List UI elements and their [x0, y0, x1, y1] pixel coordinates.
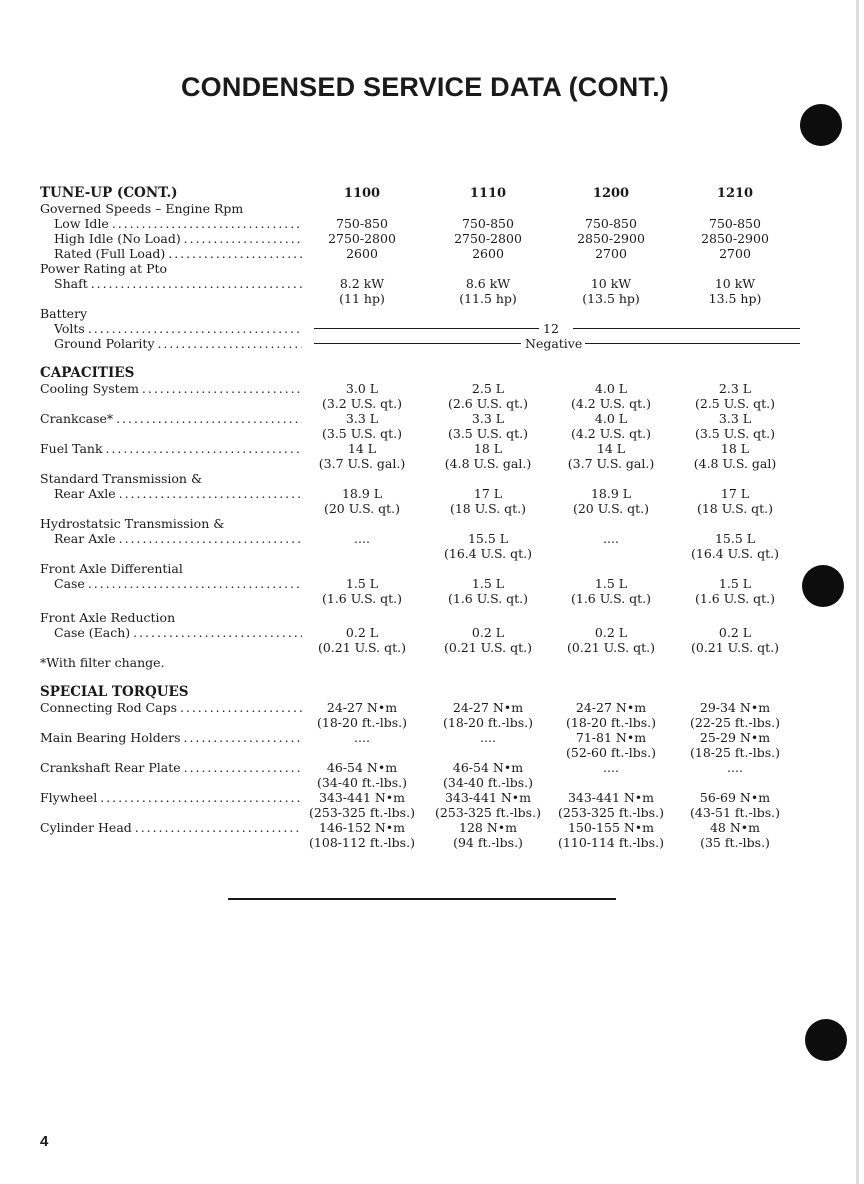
row-cylinder-head-value: 146-152 N•m [318, 820, 406, 835]
row-hydrostatic-transmission-us-value: (16.4 U.S. qt.) [691, 546, 779, 561]
row-volts-value: 12 [543, 321, 559, 336]
row-crankcase-us-value: (4.2 U.S. qt.) [570, 426, 652, 441]
row-crankcase-value: 3.3 L [718, 411, 752, 426]
row-cylinder-head-ft-value: (110-114 ft.-lbs.) [558, 835, 664, 850]
row-crankcase-value: 4.0 L [594, 411, 628, 426]
row-shaft [0, 276, 860, 291]
binder-hole-top [800, 104, 842, 146]
section-tuneup [0, 186, 860, 201]
column-header-model: 1100 [343, 186, 381, 201]
row-standard-transmission-us-value: (20 U.S. qt.) [323, 501, 401, 516]
row-shaft-value: 10 kW [590, 276, 632, 291]
row-front-axle-differential-us [0, 591, 860, 606]
row-hydrostatic-transmission-us [0, 546, 860, 561]
row-crankshaft-rear-plate-ft [0, 775, 860, 790]
row-cooling-system-us-value: (3.2 U.S. qt.) [321, 396, 403, 411]
footnote-filter-change-label: *With filter change. [40, 655, 165, 670]
row-low-idle-value: 750-850 [462, 216, 514, 231]
row-shaft-hp-value: 13.5 hp) [708, 291, 762, 306]
row-flywheel-label: Flywheel . . . [40, 790, 302, 805]
row-cylinder-head-ft-value: (108-112 ft.-lbs.) [309, 835, 415, 850]
row-cylinder-head-label: Cylinder Head . . . [40, 820, 302, 835]
row-high-idle-value: 2850-2900 [701, 231, 769, 246]
row-rated [0, 246, 860, 261]
section-capacities [0, 366, 860, 381]
row-fuel-tank-label: Fuel Tank . . . [40, 441, 302, 456]
label-hydrostatic-transmission [0, 516, 860, 531]
section-special-torques [0, 685, 860, 700]
row-flywheel-value: 56-69 N•m [699, 790, 771, 805]
section-end-rule [228, 898, 616, 900]
span-rule-right [585, 343, 800, 344]
row-connecting-rod-caps-ft [0, 715, 860, 730]
row-flywheel [0, 790, 860, 805]
row-cooling-system-us [0, 396, 860, 411]
row-standard-transmission-value: 17 L [720, 486, 750, 501]
row-shaft-hp-value: (11 hp) [339, 291, 385, 306]
row-high-idle-value: 2750-2800 [454, 231, 522, 246]
row-standard-transmission-us [0, 501, 860, 516]
row-front-axle-differential-value: 1.5 L [345, 576, 379, 591]
row-front-axle-differential-value: 1.5 L [718, 576, 752, 591]
span-rule-left [314, 328, 539, 329]
row-ground-polarity-label: Ground Polarity . . . [54, 336, 302, 351]
label-power-rating-label: Power Rating at Pto [40, 261, 168, 276]
label-front-axle-differential-label: Front Axle Differential [40, 561, 183, 576]
row-cooling-system-value: 4.0 L [594, 381, 628, 396]
row-front-axle-differential-value: 1.5 L [594, 576, 628, 591]
row-fuel-tank-value: 14 L [596, 441, 626, 456]
row-low-idle-label: Low Idle . . . [54, 216, 302, 231]
row-rated-value: 2700 [595, 246, 627, 261]
section-special-torques-label: SPECIAL TORQUES [40, 685, 189, 700]
label-battery-label: Battery [40, 306, 88, 321]
row-main-bearing-holders-value: 71-81 N•m [575, 730, 647, 745]
row-volts [0, 321, 860, 336]
row-cylinder-head-value: 128 N•m [459, 820, 517, 835]
row-cylinder-head [0, 820, 860, 835]
footnote-filter-change [0, 655, 860, 670]
row-flywheel-ft [0, 805, 860, 820]
row-connecting-rod-caps-value: 24-27 N•m [575, 700, 647, 715]
row-flywheel-ft-value: (43-51 ft.-lbs.) [690, 805, 780, 820]
column-header-model: 1110 [469, 186, 507, 201]
row-cylinder-head-value: 48 N•m [709, 820, 761, 835]
row-front-axle-reduction-us-value: (0.21 U.S. qt.) [691, 640, 779, 655]
row-main-bearing-holders-ft-value: (52-60 ft.-lbs.) [566, 745, 656, 760]
row-standard-transmission-value: 18.9 L [590, 486, 632, 501]
row-front-axle-reduction-value: 0.2 L [471, 625, 505, 640]
row-connecting-rod-caps [0, 700, 860, 715]
row-front-axle-reduction-value: 0.2 L [345, 625, 379, 640]
row-front-axle-reduction-value: 0.2 L [718, 625, 752, 640]
row-front-axle-differential-label: Case . . . [54, 576, 302, 591]
row-crankcase-us-value: (3.5 U.S. qt.) [694, 426, 776, 441]
page-number: 4 [40, 1133, 49, 1150]
row-flywheel-value: 343-441 N•m [444, 790, 532, 805]
row-flywheel-ft-value: (253-325 ft.-lbs.) [558, 805, 664, 820]
row-front-axle-differential [0, 576, 860, 591]
row-front-axle-differential-us-value: (1.6 U.S. qt.) [321, 591, 403, 606]
label-governed-speeds-label: Governed Speeds – Engine Rpm [40, 201, 244, 216]
label-battery [0, 306, 860, 321]
row-hydrostatic-transmission-us-value: (16.4 U.S. qt.) [444, 546, 532, 561]
row-flywheel-value: 343-441 N•m [318, 790, 406, 805]
row-front-axle-reduction-us [0, 640, 860, 655]
row-crankshaft-rear-plate-value: .... [603, 760, 619, 775]
row-main-bearing-holders-value: 25-29 N•m [699, 730, 771, 745]
row-main-bearing-holders-label: Main Bearing Holders . . . [40, 730, 302, 745]
row-standard-transmission-value: 17 L [473, 486, 503, 501]
binder-hole-bottom [805, 1019, 847, 1061]
row-cylinder-head-ft-value: (94 ft.-lbs.) [453, 835, 523, 850]
row-ground-polarity [0, 336, 860, 351]
row-high-idle-value: 2750-2800 [328, 231, 396, 246]
row-cooling-system-value: 3.0 L [345, 381, 379, 396]
row-front-axle-reduction [0, 625, 860, 640]
row-connecting-rod-caps-ft-value: (22-25 ft.-lbs.) [690, 715, 780, 730]
row-shaft-value: 8.2 kW [339, 276, 385, 291]
section-tuneup-label: TUNE-UP (CONT.) [40, 186, 178, 201]
row-cylinder-head-value: 150-155 N•m [567, 820, 655, 835]
row-front-axle-reduction-us-value: (0.21 U.S. qt.) [567, 640, 655, 655]
row-fuel-tank-value: 14 L [347, 441, 377, 456]
row-fuel-tank-us-value: (3.7 U.S. gal.) [318, 456, 406, 471]
row-rated-value: 2600 [472, 246, 504, 261]
row-low-idle-value: 750-850 [709, 216, 761, 231]
row-shaft-hp [0, 291, 860, 306]
row-crankshaft-rear-plate-label: Crankshaft Rear Plate . . . [40, 760, 302, 775]
row-cylinder-head-ft-value: (35 ft.-lbs.) [700, 835, 770, 850]
row-main-bearing-holders-ft-value: (18-25 ft.-lbs.) [690, 745, 780, 760]
row-volts-label: Volts . . . [54, 321, 302, 336]
row-fuel-tank [0, 441, 860, 456]
column-header-model: 1200 [592, 186, 630, 201]
row-front-axle-reduction-us-value: (0.21 U.S. qt.) [318, 640, 406, 655]
row-cooling-system-label: Cooling System . . . [40, 381, 302, 396]
span-rule-right [573, 328, 800, 329]
row-front-axle-reduction-us-value: (0.21 U.S. qt.) [444, 640, 532, 655]
row-fuel-tank-us [0, 456, 860, 471]
row-low-idle-value: 750-850 [585, 216, 637, 231]
row-crankcase-us-value: (3.5 U.S. qt.) [321, 426, 403, 441]
row-connecting-rod-caps-ft-value: (18-20 ft.-lbs.) [317, 715, 407, 730]
row-standard-transmission-value: 18.9 L [341, 486, 383, 501]
row-crankshaft-rear-plate [0, 760, 860, 775]
row-high-idle-value: 2850-2900 [577, 231, 645, 246]
label-standard-transmission [0, 471, 860, 486]
row-connecting-rod-caps-label: Connecting Rod Caps . . . [40, 700, 302, 715]
row-cooling-system-us-value: (2.5 U.S. qt.) [694, 396, 776, 411]
span-rule-left [314, 343, 521, 344]
row-flywheel-ft-value: (253-325 ft.-lbs.) [309, 805, 415, 820]
row-standard-transmission-us-value: (20 U.S. qt.) [572, 501, 650, 516]
row-crankcase-us-value: (3.5 U.S. qt.) [447, 426, 529, 441]
row-high-idle [0, 231, 860, 246]
row-hydrostatic-transmission [0, 531, 860, 546]
row-shaft-value: 10 kW [714, 276, 756, 291]
row-standard-transmission-label: Rear Axle . . . [54, 486, 302, 501]
row-standard-transmission-us-value: (18 U.S. qt.) [449, 501, 527, 516]
row-crankshaft-rear-plate-value: 46-54 N•m [452, 760, 524, 775]
row-fuel-tank-value: 18 L [473, 441, 503, 456]
row-hydrostatic-transmission-label: Rear Axle . . . [54, 531, 302, 546]
row-main-bearing-holders-value: .... [354, 730, 370, 745]
row-connecting-rod-caps-value: 24-27 N•m [452, 700, 524, 715]
row-ground-polarity-value: Negative [525, 336, 583, 351]
row-hydrostatic-transmission-value: .... [354, 531, 370, 546]
row-connecting-rod-caps-value: 24-27 N•m [326, 700, 398, 715]
row-connecting-rod-caps-ft-value: (18-20 ft.-lbs.) [443, 715, 533, 730]
row-front-axle-differential-us-value: (1.6 U.S. qt.) [694, 591, 776, 606]
row-crankcase [0, 411, 860, 426]
row-connecting-rod-caps-value: 29-34 N•m [699, 700, 771, 715]
row-cooling-system-value: 2.3 L [718, 381, 752, 396]
row-crankshaft-rear-plate-value: 46-54 N•m [326, 760, 398, 775]
row-fuel-tank-us-value: (4.8 U.S. gal) [693, 456, 777, 471]
row-standard-transmission [0, 486, 860, 501]
row-cylinder-head-ft [0, 835, 860, 850]
row-rated-value: 2600 [346, 246, 378, 261]
label-front-axle-reduction [0, 610, 860, 625]
row-front-axle-reduction-label: Case (Each) . . . [54, 625, 302, 640]
label-hydrostatic-transmission-label: Hydrostatsic Transmission & [40, 516, 225, 531]
row-shaft-label: Shaft . . . [54, 276, 302, 291]
row-hydrostatic-transmission-value: 15.5 L [467, 531, 509, 546]
row-shaft-value: 8.6 kW [465, 276, 511, 291]
row-shaft-hp-value: (11.5 hp) [459, 291, 517, 306]
row-cooling-system-value: 2.5 L [471, 381, 505, 396]
label-front-axle-differential [0, 561, 860, 576]
row-crankcase-label: Crankcase* . . . [40, 411, 302, 426]
row-front-axle-differential-us-value: (1.6 U.S. qt.) [570, 591, 652, 606]
label-standard-transmission-label: Standard Transmission & [40, 471, 203, 486]
row-rated-label: Rated (Full Load) . . . [54, 246, 302, 261]
row-low-idle-value: 750-850 [336, 216, 388, 231]
label-governed-speeds [0, 201, 860, 216]
row-low-idle [0, 216, 860, 231]
row-connecting-rod-caps-ft-value: (18-20 ft.-lbs.) [566, 715, 656, 730]
column-header-model: 1210 [716, 186, 754, 201]
section-capacities-label: CAPACITIES [40, 366, 135, 381]
page-title: CONDENSED SERVICE DATA (CONT.) [180, 72, 670, 102]
row-standard-transmission-us-value: (18 U.S. qt.) [696, 501, 774, 516]
row-flywheel-value: 343-441 N•m [567, 790, 655, 805]
row-fuel-tank-us-value: (4.8 U.S. gal.) [444, 456, 532, 471]
row-crankcase-value: 3.3 L [345, 411, 379, 426]
row-main-bearing-holders-ft [0, 745, 860, 760]
row-front-axle-differential-value: 1.5 L [471, 576, 505, 591]
row-high-idle-label: High Idle (No Load) . . . [54, 231, 302, 246]
row-crankshaft-rear-plate-ft-value: (34-40 ft.-lbs.) [443, 775, 533, 790]
row-cooling-system [0, 381, 860, 396]
row-shaft-hp-value: (13.5 hp) [582, 291, 640, 306]
row-fuel-tank-us-value: (3.7 U.S. gal.) [567, 456, 655, 471]
row-main-bearing-holders-value: .... [480, 730, 496, 745]
row-crankshaft-rear-plate-value: .... [727, 760, 743, 775]
row-front-axle-differential-us-value: (1.6 U.S. qt.) [447, 591, 529, 606]
row-front-axle-reduction-value: 0.2 L [594, 625, 628, 640]
row-rated-value: 2700 [719, 246, 751, 261]
row-hydrostatic-transmission-value: .... [603, 531, 619, 546]
row-crankshaft-rear-plate-ft-value: (34-40 ft.-lbs.) [317, 775, 407, 790]
row-crankcase-us [0, 426, 860, 441]
row-cooling-system-us-value: (4.2 U.S. qt.) [570, 396, 652, 411]
row-crankcase-value: 3.3 L [471, 411, 505, 426]
row-flywheel-ft-value: (253-325 ft.-lbs.) [435, 805, 541, 820]
row-cooling-system-us-value: (2.6 U.S. qt.) [447, 396, 529, 411]
row-fuel-tank-value: 18 L [720, 441, 750, 456]
row-hydrostatic-transmission-value: 15.5 L [714, 531, 756, 546]
row-main-bearing-holders [0, 730, 860, 745]
label-front-axle-reduction-label: Front Axle Reduction [40, 610, 176, 625]
label-power-rating [0, 261, 860, 276]
